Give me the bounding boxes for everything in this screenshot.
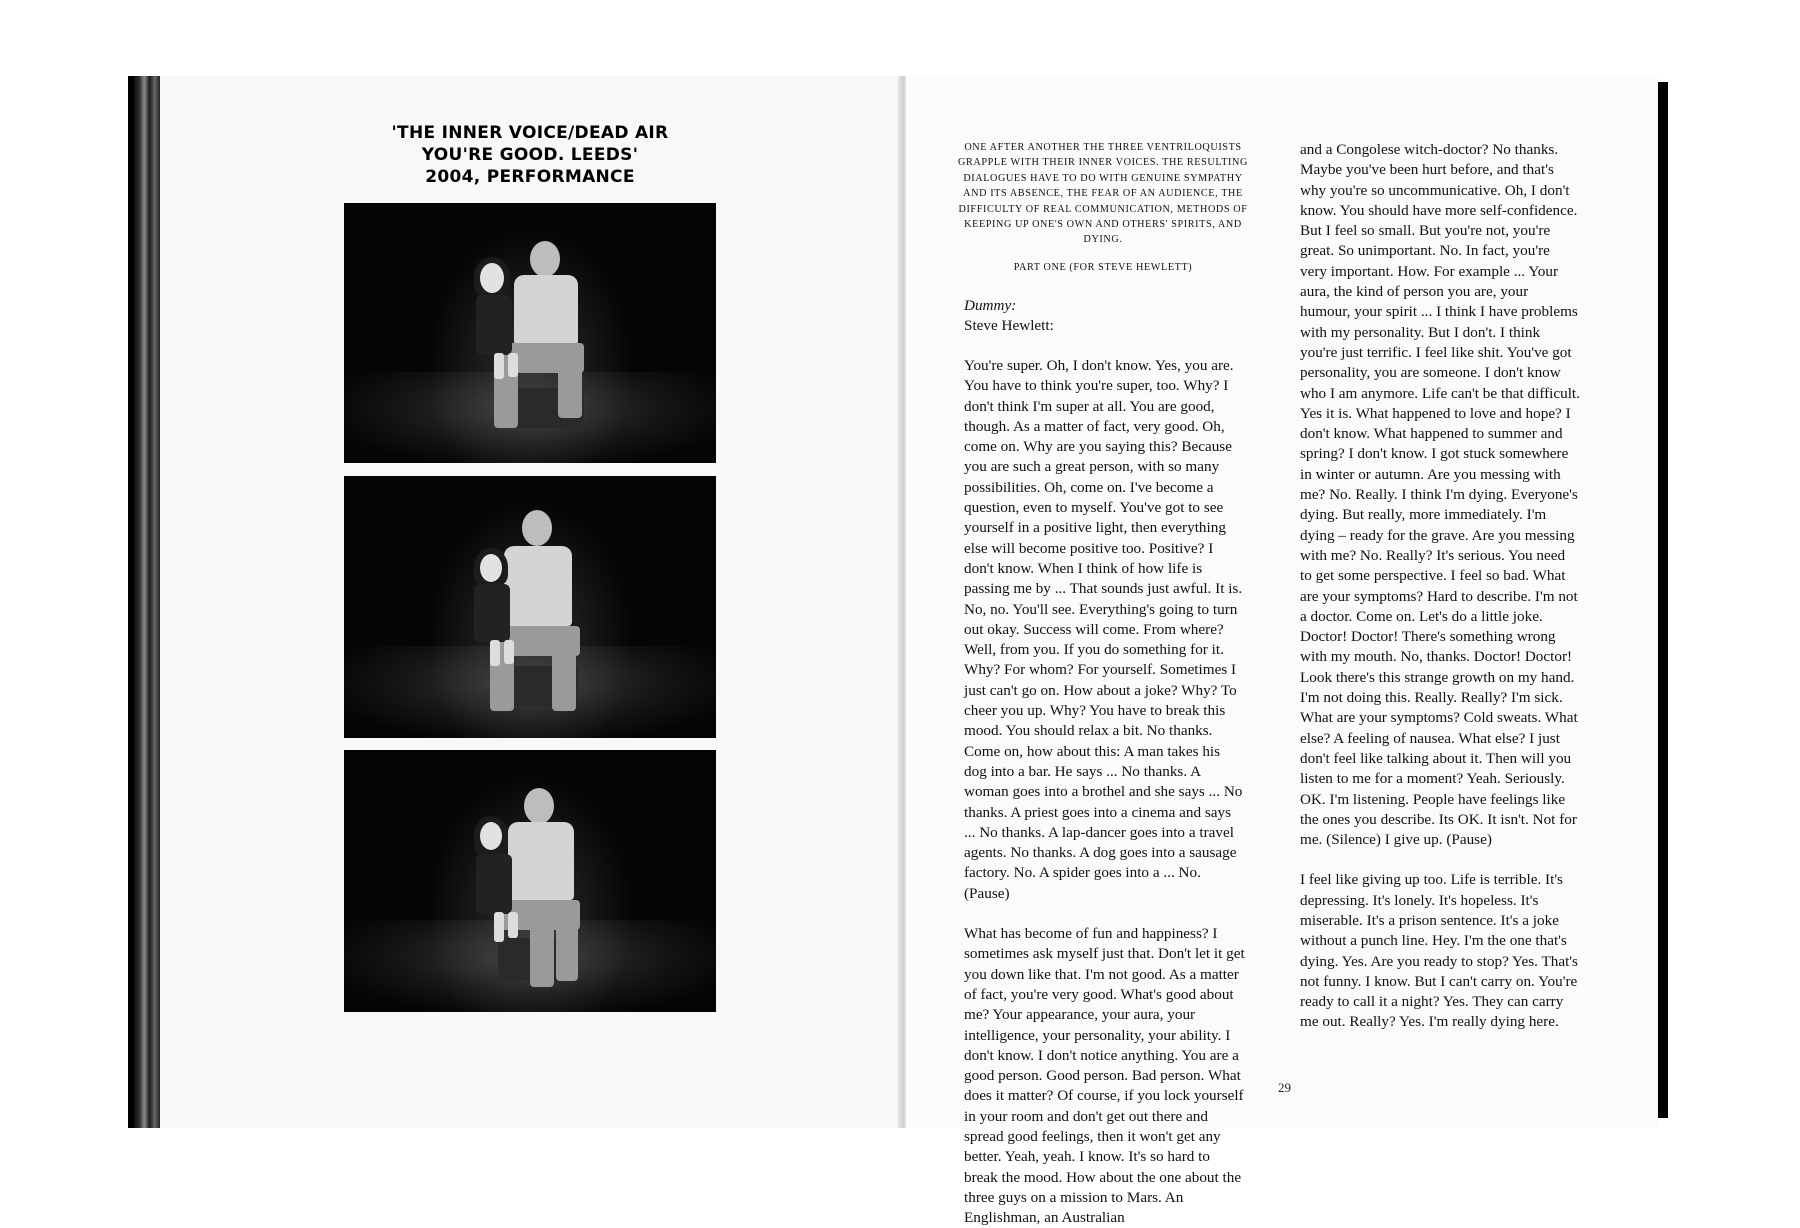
dialogue-paragraph: and a Congolese witch-doctor? No thanks. Maybe you've been hurt before, and that's why you're so uncommunicative. Oh, I don't know. You should have more self-confidence. But I feel so small. But you're not, you're great. So unimportant. No. In fact, you're very important. How. For example ... Your aura, the kind of person you are, your humour, your spirit ... I think I have problems with my personality. But I don't. I think you're just terrific. I feel like shit. You've got personality, you are someone. I don't know who I am anymore. Life can't be that difficult. Yes it is. What happened to love and hope? I don't know. What happened to summer and spring? I don't know. I got stuck somewhere in winter or autumn. Are you messing with me? No. Really. I think I'm dying. Everyone's dying. But really, more immediately. I'm dying – ready for the grave. Are you messing with me? No. Really? It's serious. You need to get some perspective. I feel so bad. What are your symptoms? Hard to describe. I'm not a doctor. Come on. Let's do a little joke. Doctor! Doctor! There's something wrong with my mouth. No, thanks. Doctor! Doctor! Look there's this strange growth on my hand. I'm not doing this. Really. Really? I'm sick. What are your symptoms? Cold sweats. What else? A feeling of nausea. What else? I just don't feel like talking about it. Then will you listen to me for a moment? Yeah. Seriously. OK. I'm listening. People have feelings like the ones you describe. Its OK. It isn't. Not for me. (Silence) I give up. (Pause) bbox=[1300, 141, 1580, 849]
speaker-dummy: Dummy: bbox=[964, 297, 1017, 314]
dialogue-paragraph: You're super. Oh, I don't know. Yes, you are. You have to think you're super, too. Why? I don't think I'm super at all. You are good, though. As a matter of fact, very good. Oh, come on. Why are you saying this? Because you are such a great person, with so many possibilities. Oh, come on. I've become a question, even to myself. You've got to see yourself in a positive light, then everything else will become positive too. Positive? I don't know. When I think of how life is passing me by ... That sounds just awful. It is. No, no. You'll see. Everything's going to turn out okay. Success will come. From where? Well, from you. If you do something for it. Why? For whom? For yourself. Sometimes I just can't go on. How about a joke? Why? To cheer you up. Why? You have to break this mood. You should relax a bit. No thanks. Come on, how about this: A man takes his dog into a bar. He says ... No thanks. A woman goes into a brothel and she says ... No thanks. A priest goes into a cinema and says ... No thanks. A lap-dancer goes into a travel agents. No thanks. A dog goes into a sausage factory. No. A spider goes into a ... No. (Pause) bbox=[964, 357, 1243, 902]
performer-figure bbox=[344, 203, 716, 463]
dialogue-paragraph: What has become of fun and happiness? I sometimes ask myself just that. Don't let it get you down like that. I'm not good. As a matter of fact, you're very good. What's good about me? Your appearance, your aura, your intelligence, your personality, your ability. I don't know. I don't notice anything. You are a good person. Good person. Bad person. What does it matter? Of course, if you lock yourself in your room and don't get out there and spread good feelings, then it won't get any better. Yeah, yeah. I know. It's so hard to break the mood. How about the one about the three guys on a mission to Mars. An Englishman, an Australian bbox=[964, 925, 1245, 1227]
performance-title bbox=[360, 122, 700, 188]
performance-photo-3 bbox=[344, 750, 716, 1012]
text-column-2 bbox=[1300, 140, 1580, 1033]
performance-photo-2 bbox=[344, 476, 716, 738]
page-edge-left bbox=[134, 76, 160, 1128]
title-line-1: 'THE INNER VOICE/DEAD AIR bbox=[391, 123, 669, 143]
speaker-steve: Steve Hewlett: bbox=[964, 317, 1054, 335]
intro-text: ONE AFTER ANOTHER THE THREE VENTRILOQUISTS GRAPPLE WITH THEIR INNER VOICES. THE RESULTING DIALOGUES HAVE TO DO WITH GENUINE SYMPATHY AND ITS ABSENCE, THE FEAR OF AN AUDIENCE, THE DIFFICULTY OF REAL COMMUNICATION, METHODS OF KEEPING UP ONE'S OWN AND OTHERS' SPIRITS, AND DYING. bbox=[958, 142, 1248, 246]
performer-figure bbox=[344, 750, 716, 1012]
title-line-3: 2004, PERFORMANCE bbox=[425, 167, 635, 187]
part-heading: PART ONE (FOR STEVE HEWLETT) bbox=[1013, 262, 1193, 273]
title-line-2: YOU'RE GOOD. LEEDS' bbox=[421, 145, 639, 165]
performer-figure bbox=[344, 476, 716, 738]
speaker-list bbox=[964, 296, 1254, 337]
performance-photo-1 bbox=[344, 203, 716, 463]
dialogue-paragraph: I feel like giving up too. Life is terrible. It's depressing. It's lonely. It's hopeless. It's miserable. It's a prison sentence. It's a joke without a punch line. Hey. I'm the one that's dying. Yes. Are you ready to stop? Yes. That's not funny. I know. But I can't carry on. You're ready to call it a night? Yes. They can carry me out. Really? Yes. I'm really dying here. bbox=[1300, 871, 1578, 1031]
page-edge-right bbox=[1658, 82, 1668, 1118]
text-column-1 bbox=[964, 356, 1246, 1228]
page-number: 29 bbox=[1278, 1080, 1291, 1095]
